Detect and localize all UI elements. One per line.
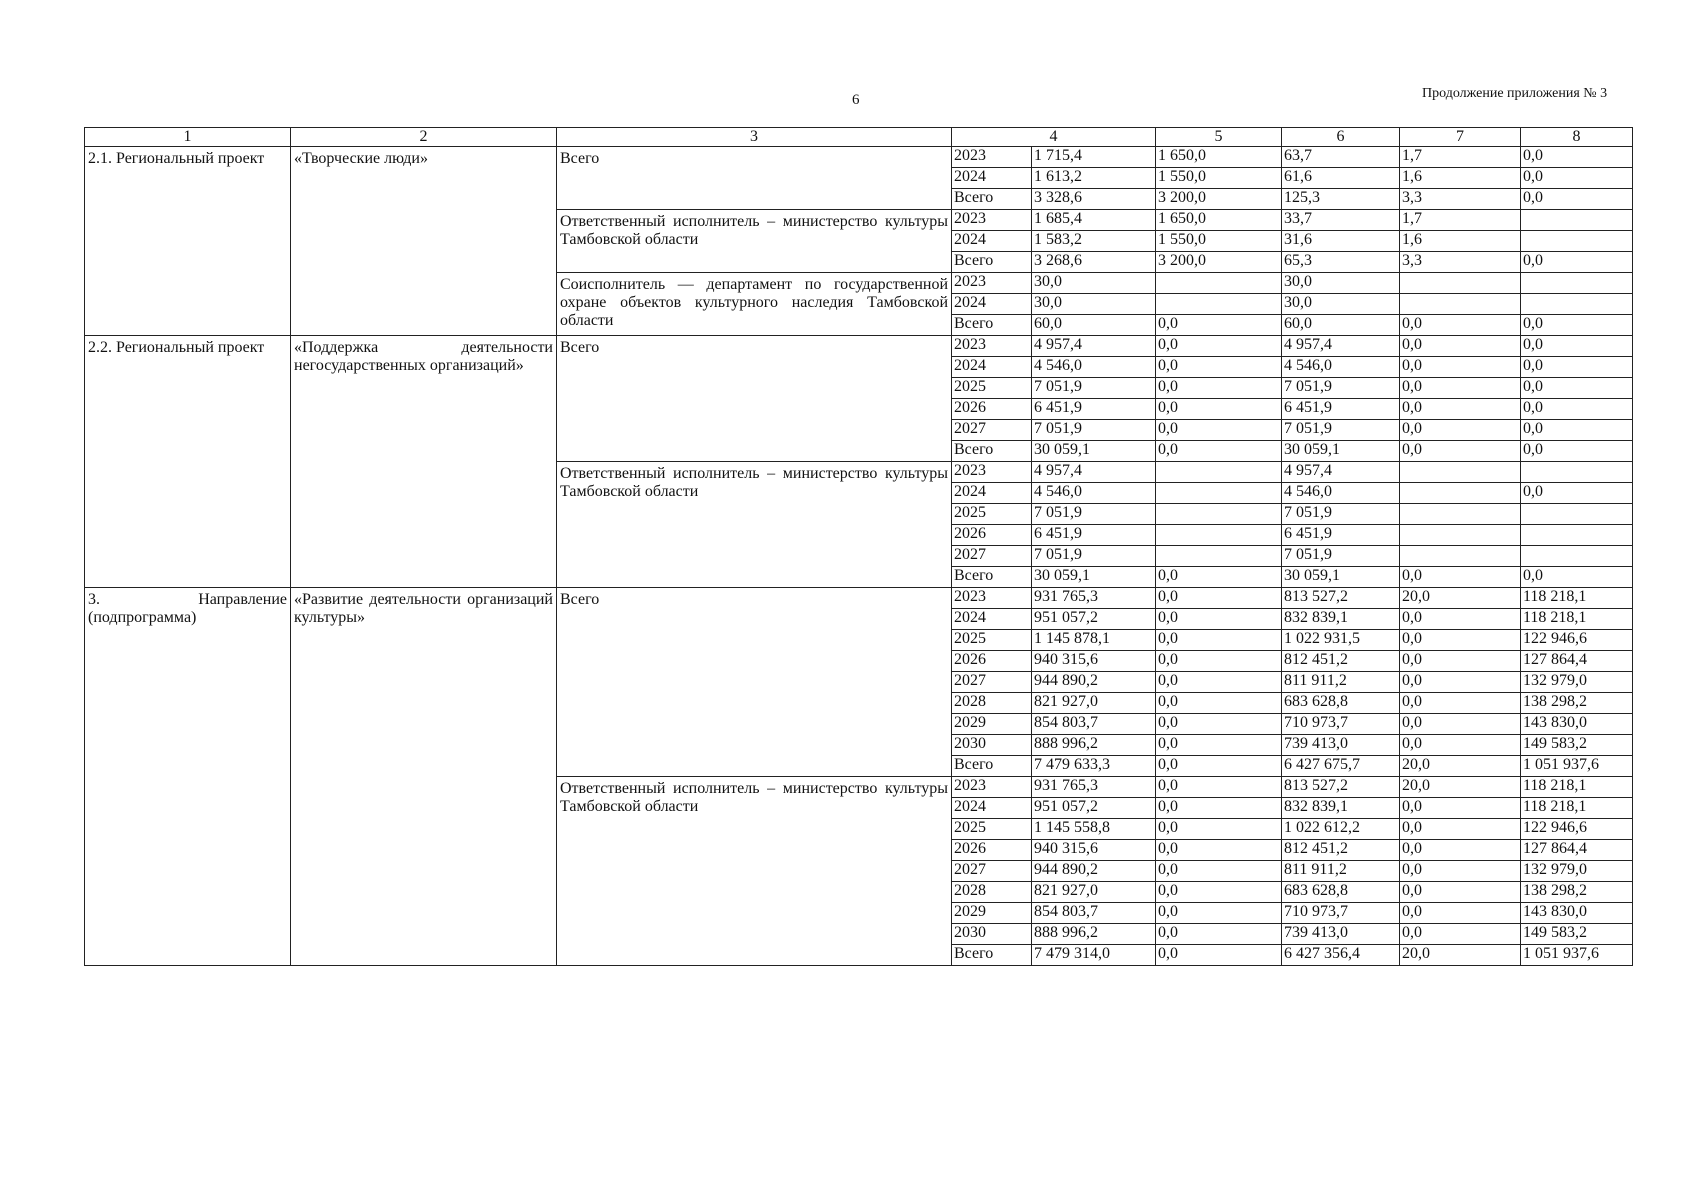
year-cell: Всего	[952, 315, 1032, 336]
year-cell: 2026	[952, 840, 1032, 861]
value-col7-cell: 1,6	[1400, 168, 1521, 189]
value-col5-cell: 0,0	[1156, 777, 1282, 798]
block-label-cell: Всего	[557, 336, 952, 462]
block-label-cell: Ответственный исполнитель – министерство культуры Тамбовской области	[557, 777, 952, 966]
value-col7-cell: 20,0	[1400, 945, 1521, 966]
value-col8-cell: 149 583,2	[1521, 924, 1633, 945]
value-col4-cell: 7 479 633,3	[1032, 756, 1156, 777]
group-code-cell: 2.1. Региональный проект	[85, 147, 291, 336]
value-col5-cell: 0,0	[1156, 651, 1282, 672]
value-col7-cell: 0,0	[1400, 336, 1521, 357]
budget-table-container	[84, 127, 1632, 966]
value-col7-cell: 0,0	[1400, 441, 1521, 462]
column-header-7: 7	[1400, 128, 1521, 147]
value-col8-cell: 1 051 937,6	[1521, 756, 1633, 777]
value-col6-cell: 6 451,9	[1282, 399, 1400, 420]
value-col5-cell: 0,0	[1156, 882, 1282, 903]
value-col4-cell: 7 051,9	[1032, 378, 1156, 399]
value-col8-cell: 0,0	[1521, 147, 1633, 168]
value-col6-cell: 6 427 356,4	[1282, 945, 1400, 966]
value-col8-cell: 127 864,4	[1521, 651, 1633, 672]
value-col5-cell: 0,0	[1156, 441, 1282, 462]
value-col6-cell: 710 973,7	[1282, 903, 1400, 924]
block-label-cell: Всего	[557, 588, 952, 777]
value-col6-cell: 739 413,0	[1282, 735, 1400, 756]
value-col7-cell	[1400, 483, 1521, 504]
value-col5-cell: 1 550,0	[1156, 168, 1282, 189]
value-col5-cell	[1156, 483, 1282, 504]
value-col8-cell: 118 218,1	[1521, 798, 1633, 819]
value-col5-cell: 0,0	[1156, 315, 1282, 336]
year-cell: 2027	[952, 861, 1032, 882]
value-col8-cell	[1521, 504, 1633, 525]
value-col4-cell: 944 890,2	[1032, 672, 1156, 693]
value-col8-cell: 0,0	[1521, 357, 1633, 378]
year-cell: 2027	[952, 672, 1032, 693]
value-col7-cell	[1400, 546, 1521, 567]
year-cell: Всего	[952, 945, 1032, 966]
value-col5-cell: 0,0	[1156, 714, 1282, 735]
value-col4-cell: 3 328,6	[1032, 189, 1156, 210]
value-col7-cell: 1,7	[1400, 210, 1521, 231]
value-col8-cell: 127 864,4	[1521, 840, 1633, 861]
value-col6-cell: 61,6	[1282, 168, 1400, 189]
year-cell: 2030	[952, 735, 1032, 756]
value-col6-cell: 7 051,9	[1282, 504, 1400, 525]
value-col4-cell: 931 765,3	[1032, 777, 1156, 798]
value-col4-cell: 7 479 314,0	[1032, 945, 1156, 966]
value-col5-cell: 0,0	[1156, 819, 1282, 840]
value-col4-cell: 951 057,2	[1032, 609, 1156, 630]
value-col6-cell: 1 022 931,5	[1282, 630, 1400, 651]
value-col6-cell: 710 973,7	[1282, 714, 1400, 735]
value-col7-cell: 3,3	[1400, 252, 1521, 273]
value-col4-cell: 951 057,2	[1032, 798, 1156, 819]
year-cell: Всего	[952, 189, 1032, 210]
column-number-row	[85, 128, 1633, 147]
year-cell: Всего	[952, 441, 1032, 462]
year-cell: 2026	[952, 651, 1032, 672]
value-col8-cell: 118 218,1	[1521, 777, 1633, 798]
year-cell: 2027	[952, 546, 1032, 567]
value-col4-cell: 60,0	[1032, 315, 1156, 336]
value-col8-cell: 138 298,2	[1521, 693, 1633, 714]
value-col7-cell: 0,0	[1400, 399, 1521, 420]
value-col7-cell: 20,0	[1400, 588, 1521, 609]
value-col7-cell: 0,0	[1400, 315, 1521, 336]
value-col5-cell: 0,0	[1156, 861, 1282, 882]
value-col5-cell: 0,0	[1156, 924, 1282, 945]
year-cell: 2027	[952, 420, 1032, 441]
year-cell: 2025	[952, 504, 1032, 525]
value-col8-cell	[1521, 294, 1633, 315]
year-cell: 2025	[952, 378, 1032, 399]
value-col5-cell: 0,0	[1156, 420, 1282, 441]
value-col6-cell: 65,3	[1282, 252, 1400, 273]
value-col6-cell: 125,3	[1282, 189, 1400, 210]
value-col8-cell: 143 830,0	[1521, 714, 1633, 735]
value-col7-cell: 0,0	[1400, 714, 1521, 735]
value-col4-cell: 4 957,4	[1032, 462, 1156, 483]
value-col6-cell: 60,0	[1282, 315, 1400, 336]
value-col4-cell: 1 685,4	[1032, 210, 1156, 231]
value-col7-cell: 0,0	[1400, 357, 1521, 378]
value-col5-cell	[1156, 294, 1282, 315]
value-col7-cell	[1400, 504, 1521, 525]
value-col4-cell: 1 145 558,8	[1032, 819, 1156, 840]
year-cell: 2028	[952, 693, 1032, 714]
table-row	[85, 588, 1633, 609]
value-col7-cell: 0,0	[1400, 903, 1521, 924]
value-col7-cell: 0,0	[1400, 735, 1521, 756]
year-cell: 2023	[952, 777, 1032, 798]
year-cell: 2029	[952, 714, 1032, 735]
value-col6-cell: 4 546,0	[1282, 483, 1400, 504]
column-header-3: 3	[557, 128, 952, 147]
value-col4-cell: 1 613,2	[1032, 168, 1156, 189]
value-col6-cell: 811 911,2	[1282, 861, 1400, 882]
year-cell: 2028	[952, 882, 1032, 903]
year-cell: 2029	[952, 903, 1032, 924]
value-col8-cell: 1 051 937,6	[1521, 945, 1633, 966]
block-label-cell: Ответственный исполнитель – министерство культуры Тамбовской области	[557, 210, 952, 273]
value-col5-cell: 0,0	[1156, 693, 1282, 714]
value-col8-cell: 132 979,0	[1521, 672, 1633, 693]
value-col7-cell	[1400, 525, 1521, 546]
value-col6-cell: 30 059,1	[1282, 441, 1400, 462]
value-col7-cell: 0,0	[1400, 567, 1521, 588]
value-col8-cell: 0,0	[1521, 168, 1633, 189]
group-name-cell: «Поддержка деятельности негосударственных организаций»	[291, 336, 557, 588]
year-cell: 2024	[952, 609, 1032, 630]
value-col4-cell: 1 145 878,1	[1032, 630, 1156, 651]
value-col4-cell: 888 996,2	[1032, 924, 1156, 945]
year-cell: 2024	[952, 483, 1032, 504]
year-cell: 2023	[952, 273, 1032, 294]
value-col8-cell: 0,0	[1521, 315, 1633, 336]
value-col4-cell: 821 927,0	[1032, 693, 1156, 714]
value-col7-cell: 0,0	[1400, 819, 1521, 840]
value-col7-cell: 0,0	[1400, 798, 1521, 819]
column-header-6: 6	[1282, 128, 1400, 147]
value-col6-cell: 832 839,1	[1282, 609, 1400, 630]
year-cell: Всего	[952, 252, 1032, 273]
group-name-cell: «Развитие деятельности организаций культуры»	[291, 588, 557, 966]
value-col5-cell: 0,0	[1156, 945, 1282, 966]
value-col4-cell: 1 583,2	[1032, 231, 1156, 252]
value-col6-cell: 683 628,8	[1282, 693, 1400, 714]
value-col8-cell: 0,0	[1521, 567, 1633, 588]
value-col7-cell: 0,0	[1400, 651, 1521, 672]
value-col8-cell	[1521, 546, 1633, 567]
value-col6-cell: 30,0	[1282, 273, 1400, 294]
value-col8-cell: 0,0	[1521, 399, 1633, 420]
value-col5-cell: 0,0	[1156, 336, 1282, 357]
year-cell: 2024	[952, 168, 1032, 189]
year-cell: 2025	[952, 819, 1032, 840]
value-col5-cell: 0,0	[1156, 609, 1282, 630]
value-col5-cell: 0,0	[1156, 588, 1282, 609]
value-col6-cell: 7 051,9	[1282, 378, 1400, 399]
value-col5-cell: 0,0	[1156, 399, 1282, 420]
value-col7-cell: 0,0	[1400, 861, 1521, 882]
value-col4-cell: 6 451,9	[1032, 525, 1156, 546]
value-col5-cell: 1 650,0	[1156, 210, 1282, 231]
value-col4-cell: 944 890,2	[1032, 861, 1156, 882]
value-col5-cell: 1 650,0	[1156, 147, 1282, 168]
value-col6-cell: 1 022 612,2	[1282, 819, 1400, 840]
year-cell: Всего	[952, 756, 1032, 777]
year-cell: 2023	[952, 462, 1032, 483]
value-col6-cell: 30 059,1	[1282, 567, 1400, 588]
value-col6-cell: 813 527,2	[1282, 777, 1400, 798]
value-col4-cell: 940 315,6	[1032, 651, 1156, 672]
value-col7-cell	[1400, 294, 1521, 315]
value-col8-cell: 0,0	[1521, 483, 1633, 504]
value-col4-cell: 940 315,6	[1032, 840, 1156, 861]
year-cell: 2023	[952, 588, 1032, 609]
value-col8-cell: 0,0	[1521, 441, 1633, 462]
value-col5-cell	[1156, 504, 1282, 525]
year-cell: 2024	[952, 357, 1032, 378]
value-col7-cell: 0,0	[1400, 630, 1521, 651]
value-col5-cell	[1156, 525, 1282, 546]
value-col5-cell: 0,0	[1156, 357, 1282, 378]
column-header-2: 2	[291, 128, 557, 147]
value-col8-cell: 0,0	[1521, 378, 1633, 399]
value-col8-cell: 149 583,2	[1521, 735, 1633, 756]
table-row	[85, 147, 1633, 168]
value-col8-cell: 0,0	[1521, 252, 1633, 273]
value-col6-cell: 6 427 675,7	[1282, 756, 1400, 777]
value-col4-cell: 7 051,9	[1032, 420, 1156, 441]
year-cell: 2023	[952, 210, 1032, 231]
value-col8-cell	[1521, 231, 1633, 252]
value-col7-cell: 0,0	[1400, 378, 1521, 399]
value-col7-cell: 0,0	[1400, 693, 1521, 714]
value-col8-cell: 122 946,6	[1521, 630, 1633, 651]
value-col7-cell: 20,0	[1400, 777, 1521, 798]
year-cell: Всего	[952, 567, 1032, 588]
year-cell: 2026	[952, 399, 1032, 420]
value-col6-cell: 683 628,8	[1282, 882, 1400, 903]
value-col5-cell	[1156, 462, 1282, 483]
value-col8-cell: 122 946,6	[1521, 819, 1633, 840]
value-col5-cell: 3 200,0	[1156, 252, 1282, 273]
value-col5-cell: 0,0	[1156, 903, 1282, 924]
value-col8-cell: 143 830,0	[1521, 903, 1633, 924]
value-col5-cell: 0,0	[1156, 672, 1282, 693]
value-col6-cell: 832 839,1	[1282, 798, 1400, 819]
year-cell: 2023	[952, 147, 1032, 168]
budget-table	[84, 127, 1633, 966]
value-col8-cell: 132 979,0	[1521, 861, 1633, 882]
value-col8-cell	[1521, 525, 1633, 546]
continuation-label: Продолжение приложения № 3	[1422, 86, 1608, 101]
group-code-cell: 2.2. Региональный проект	[85, 336, 291, 588]
value-col8-cell: 138 298,2	[1521, 882, 1633, 903]
value-col4-cell: 30 059,1	[1032, 567, 1156, 588]
value-col6-cell: 812 451,2	[1282, 840, 1400, 861]
value-col4-cell: 30,0	[1032, 273, 1156, 294]
value-col4-cell: 854 803,7	[1032, 903, 1156, 924]
value-col4-cell: 4 546,0	[1032, 357, 1156, 378]
value-col8-cell	[1521, 273, 1633, 294]
value-col5-cell: 0,0	[1156, 630, 1282, 651]
value-col6-cell: 6 451,9	[1282, 525, 1400, 546]
block-label-cell: Ответственный исполнитель – министерство культуры Тамбовской области	[557, 462, 952, 588]
value-col6-cell: 4 957,4	[1282, 462, 1400, 483]
value-col5-cell: 0,0	[1156, 840, 1282, 861]
value-col4-cell: 30,0	[1032, 294, 1156, 315]
year-cell: 2023	[952, 336, 1032, 357]
value-col7-cell	[1400, 462, 1521, 483]
value-col4-cell: 3 268,6	[1032, 252, 1156, 273]
value-col5-cell	[1156, 273, 1282, 294]
block-label-cell: Всего	[557, 147, 952, 210]
value-col5-cell: 0,0	[1156, 378, 1282, 399]
column-header-8: 8	[1521, 128, 1633, 147]
value-col5-cell: 0,0	[1156, 735, 1282, 756]
value-col7-cell: 0,0	[1400, 840, 1521, 861]
column-header-1: 1	[85, 128, 291, 147]
value-col6-cell: 811 911,2	[1282, 672, 1400, 693]
value-col7-cell: 0,0	[1400, 609, 1521, 630]
value-col7-cell: 0,0	[1400, 420, 1521, 441]
value-col4-cell: 7 051,9	[1032, 546, 1156, 567]
value-col7-cell: 1,7	[1400, 147, 1521, 168]
value-col4-cell: 854 803,7	[1032, 714, 1156, 735]
value-col6-cell: 812 451,2	[1282, 651, 1400, 672]
value-col7-cell: 3,3	[1400, 189, 1521, 210]
value-col8-cell: 118 218,1	[1521, 609, 1633, 630]
value-col7-cell: 0,0	[1400, 924, 1521, 945]
year-cell: 2030	[952, 924, 1032, 945]
value-col4-cell: 30 059,1	[1032, 441, 1156, 462]
value-col6-cell: 30,0	[1282, 294, 1400, 315]
value-col7-cell: 20,0	[1400, 756, 1521, 777]
value-col5-cell: 1 550,0	[1156, 231, 1282, 252]
year-cell: 2025	[952, 630, 1032, 651]
value-col6-cell: 7 051,9	[1282, 546, 1400, 567]
year-cell: 2024	[952, 294, 1032, 315]
value-col8-cell: 118 218,1	[1521, 588, 1633, 609]
value-col7-cell	[1400, 273, 1521, 294]
value-col5-cell: 0,0	[1156, 567, 1282, 588]
value-col8-cell: 0,0	[1521, 336, 1633, 357]
year-cell: 2024	[952, 798, 1032, 819]
value-col7-cell: 0,0	[1400, 882, 1521, 903]
value-col6-cell: 31,6	[1282, 231, 1400, 252]
value-col5-cell: 0,0	[1156, 798, 1282, 819]
value-col8-cell: 0,0	[1521, 420, 1633, 441]
value-col7-cell: 0,0	[1400, 672, 1521, 693]
value-col6-cell: 813 527,2	[1282, 588, 1400, 609]
value-col6-cell: 739 413,0	[1282, 924, 1400, 945]
group-name-cell: «Творческие люди»	[291, 147, 557, 336]
group-code-cell: 3. Направление (подпрограмма)	[85, 588, 291, 966]
value-col6-cell: 7 051,9	[1282, 420, 1400, 441]
value-col4-cell: 4 546,0	[1032, 483, 1156, 504]
value-col6-cell: 63,7	[1282, 147, 1400, 168]
value-col6-cell: 4 957,4	[1282, 336, 1400, 357]
value-col8-cell	[1521, 210, 1633, 231]
value-col4-cell: 931 765,3	[1032, 588, 1156, 609]
year-cell: 2026	[952, 525, 1032, 546]
value-col4-cell: 4 957,4	[1032, 336, 1156, 357]
value-col5-cell: 3 200,0	[1156, 189, 1282, 210]
value-col7-cell: 1,6	[1400, 231, 1521, 252]
value-col5-cell: 0,0	[1156, 756, 1282, 777]
value-col8-cell	[1521, 462, 1633, 483]
value-col5-cell	[1156, 546, 1282, 567]
page-number: 6	[852, 92, 860, 108]
value-col4-cell: 888 996,2	[1032, 735, 1156, 756]
value-col4-cell: 821 927,0	[1032, 882, 1156, 903]
value-col8-cell: 0,0	[1521, 189, 1633, 210]
value-col6-cell: 4 546,0	[1282, 357, 1400, 378]
year-cell: 2024	[952, 231, 1032, 252]
value-col4-cell: 1 715,4	[1032, 147, 1156, 168]
block-label-cell: Соисполнитель — департамент по государственной охране объектов культурного наследия Тамбовской области	[557, 273, 952, 336]
value-col4-cell: 6 451,9	[1032, 399, 1156, 420]
value-col6-cell: 33,7	[1282, 210, 1400, 231]
table-row	[85, 336, 1633, 357]
table-body	[85, 147, 1633, 966]
column-header-5: 5	[1156, 128, 1282, 147]
value-col4-cell: 7 051,9	[1032, 504, 1156, 525]
column-header-4: 4	[952, 128, 1156, 147]
